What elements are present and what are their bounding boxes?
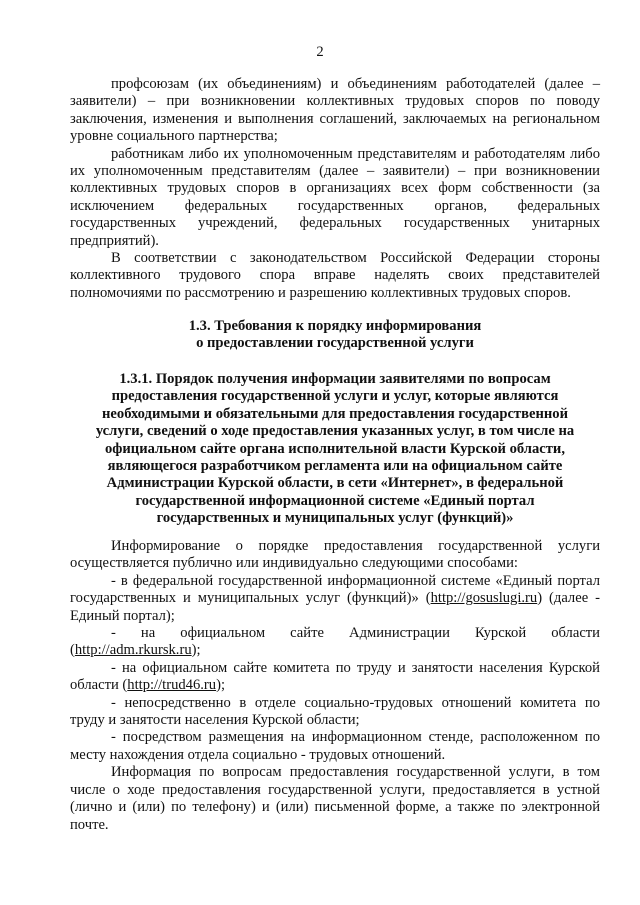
section-heading-line: о предоставлении государственной услуги	[196, 335, 474, 352]
closing-paragraph: Информация по вопросам предоставления государственной услуги, в том числе о ходе предоставления государственной услуги, предоставляется в устной (лично и (или) по телефону) и (или) письменной форме, а также по электронной почте.	[70, 764, 600, 833]
section-heading	[70, 318, 600, 353]
intro-paragraph: работникам либо их уполномоченным представителям и работодателям либо их уполномоченным представителям (далее – заявители) – при возникновении коллективных трудовых споров в организациях всех форм собственности (за исключением федеральных государственных органов, федеральных государственных учреждений, федеральных государственных унитарных предприятий).	[70, 145, 600, 249]
informing-block	[70, 538, 600, 834]
informing-intro: Информирование о порядке предоставления государственной услуги осуществляется публично или индивидуально следующими способами:	[70, 538, 600, 572]
list-item-adm-site: - на официальном сайте Администрации Курской области (http://adm.rkursk.ru);	[70, 625, 600, 659]
subsection-heading-line: являющегося разработчиком регламента или на официальном сайте	[107, 458, 563, 475]
subsection-heading-line: предоставления государственной услуги и услуг, которые являются	[111, 388, 559, 405]
list-item-trud46-site: - на официальном сайте комитета по труду и занятости населения Курской области (http://trud46.ru);	[70, 659, 600, 694]
list-item-info-stand: - посредством размещения на информационном стенде, расположенном по месту нахождения отдела социально - трудовых отношений.	[70, 729, 600, 763]
subsection-heading-line: государственной информационной системе «Единый портал	[135, 492, 535, 509]
section-heading-line: 1.3. Требования к порядку информирования	[188, 318, 482, 334]
intro-paragraph: профсоюзам (их объединениям) и объединениям работодателей (далее – заявители) – при возникновении коллективных трудовых споров по поводу заключения, изменения и выполнения соглашений, заключаемых на региональном уровне социального партнерства;	[70, 76, 600, 145]
intro-paragraph: В соответствии с законодательством Российской Федерации стороны коллективного трудового спора вправе наделять своих представителей полномочиями по рассмотрению и разрешению коллективных трудовых споров.	[70, 250, 600, 301]
subsection-heading-line: официальном сайте органа исполнительной власти Курской области,	[104, 440, 565, 457]
trud46-link[interactable]: http://trud46.ru	[127, 677, 217, 694]
subsection-heading-line: государственных и муниципальных услуг (функций)»	[156, 510, 514, 527]
gosuslugi-link[interactable]: http://gosuslugi.ru	[430, 590, 538, 607]
subsection-heading	[70, 371, 600, 528]
subsection-heading-line: необходимыми и обязательными для предоставления государственной	[102, 405, 568, 422]
page-number: 2	[316, 44, 324, 60]
subsection-heading-line: Администрации Курской области, в сети «Интернет», в федеральной	[106, 475, 564, 492]
subsection-heading-line: услуги, сведений о ходе предоставления указанных услуг, в том числе на	[95, 423, 575, 440]
subsection-heading-line: 1.3.1. Порядок получения информации заявителями по вопросам	[119, 371, 551, 387]
adm-rkursk-link[interactable]: http://adm.rkursk.ru	[74, 642, 192, 659]
list-item-gosuslugi: - в федеральной государственной информационной системе «Единый портал государственных и муниципальных услуг (функций)» (http://gosuslugi.ru) (далее - Единый портал);	[70, 572, 600, 624]
list-item-department: - непосредственно в отделе социально-трудовых отношений комитета по труду и занятости населения Курской области;	[70, 694, 600, 729]
intro-block	[70, 76, 600, 302]
